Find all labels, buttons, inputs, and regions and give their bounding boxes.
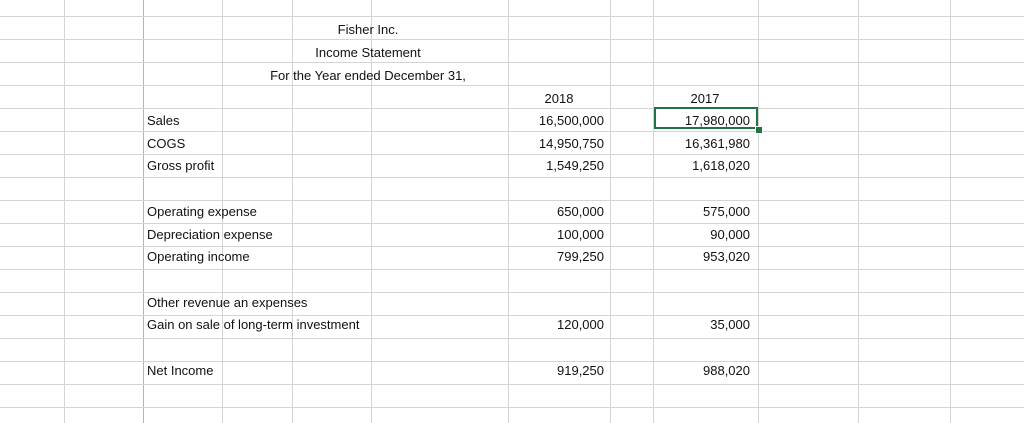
operating-expense-2017-cell[interactable]: 575,000 (703, 204, 750, 219)
row-divider (0, 200, 1024, 201)
row-divider (0, 85, 1024, 86)
row-label-depreciation-expense[interactable]: Depreciation expense (147, 227, 273, 242)
depreciation-expense-2018-cell[interactable]: 100,000 (557, 227, 604, 242)
row-divider (0, 223, 1024, 224)
row-label-net-income[interactable]: Net Income (147, 363, 214, 378)
row-label-cogs[interactable]: COGS (147, 136, 186, 151)
row-divider (0, 108, 1024, 109)
row-label-gain-on-sale[interactable]: Gain on sale of long-term investment (147, 317, 360, 332)
row-divider (0, 16, 1024, 17)
net-income-2018-cell[interactable]: 919,250 (557, 363, 604, 378)
year-header-2018[interactable]: 2018 (544, 91, 574, 106)
row-divider (0, 384, 1024, 385)
row-divider (0, 269, 1024, 270)
row-label-operating-income[interactable]: Operating income (147, 249, 250, 264)
row-divider (0, 131, 1024, 132)
column-divider (292, 0, 293, 423)
column-divider (371, 0, 372, 423)
row-divider (0, 338, 1024, 339)
row-divider (0, 62, 1024, 63)
sales-2017-cell[interactable]: 17,980,000 (684, 113, 750, 128)
operating-income-2018-cell[interactable]: 799,250 (557, 249, 604, 264)
gain-on-sale-2017-cell[interactable]: 35,000 (710, 317, 750, 332)
row-divider (0, 246, 1024, 247)
column-divider (508, 0, 509, 423)
fill-handle[interactable] (755, 126, 763, 134)
company-name[interactable]: Fisher Inc. (337, 22, 399, 37)
net-income-2017-cell[interactable]: 988,020 (703, 363, 750, 378)
row-divider (0, 154, 1024, 155)
row-label-operating-expense[interactable]: Operating expense (147, 204, 257, 219)
statement-title[interactable]: Income Statement (315, 45, 421, 60)
column-divider (653, 0, 654, 423)
row-divider (0, 292, 1024, 293)
column-divider (143, 0, 144, 423)
statement-period[interactable]: For the Year ended December 31, (270, 68, 466, 83)
depreciation-expense-2017-cell[interactable]: 90,000 (710, 227, 750, 242)
cogs-2018-cell[interactable]: 14,950,750 (538, 136, 604, 151)
gross-profit-2017-cell[interactable]: 1,618,020 (692, 158, 750, 173)
column-divider (64, 0, 65, 423)
year-header-2017[interactable]: 2017 (690, 91, 720, 106)
operating-income-2017-cell[interactable]: 953,020 (703, 249, 750, 264)
sales-2018-cell[interactable]: 16,500,000 (538, 113, 604, 128)
row-divider (0, 177, 1024, 178)
column-divider (858, 0, 859, 423)
row-divider (0, 39, 1024, 40)
row-label-sales[interactable]: Sales (147, 113, 180, 128)
gross-profit-2018-cell[interactable]: 1,549,250 (546, 158, 604, 173)
column-divider (610, 0, 611, 423)
row-label-gross-profit[interactable]: Gross profit (147, 158, 215, 173)
column-divider (950, 0, 951, 423)
row-label-other-revenue[interactable]: Other revenue an expenses (147, 295, 308, 310)
cogs-2017-cell[interactable]: 16,361,980 (684, 136, 750, 151)
gain-on-sale-2018-cell[interactable]: 120,000 (557, 317, 604, 332)
column-divider (758, 0, 759, 423)
active-cell-selection[interactable] (654, 107, 758, 129)
operating-expense-2018-cell[interactable]: 650,000 (557, 204, 604, 219)
row-divider (0, 407, 1024, 408)
